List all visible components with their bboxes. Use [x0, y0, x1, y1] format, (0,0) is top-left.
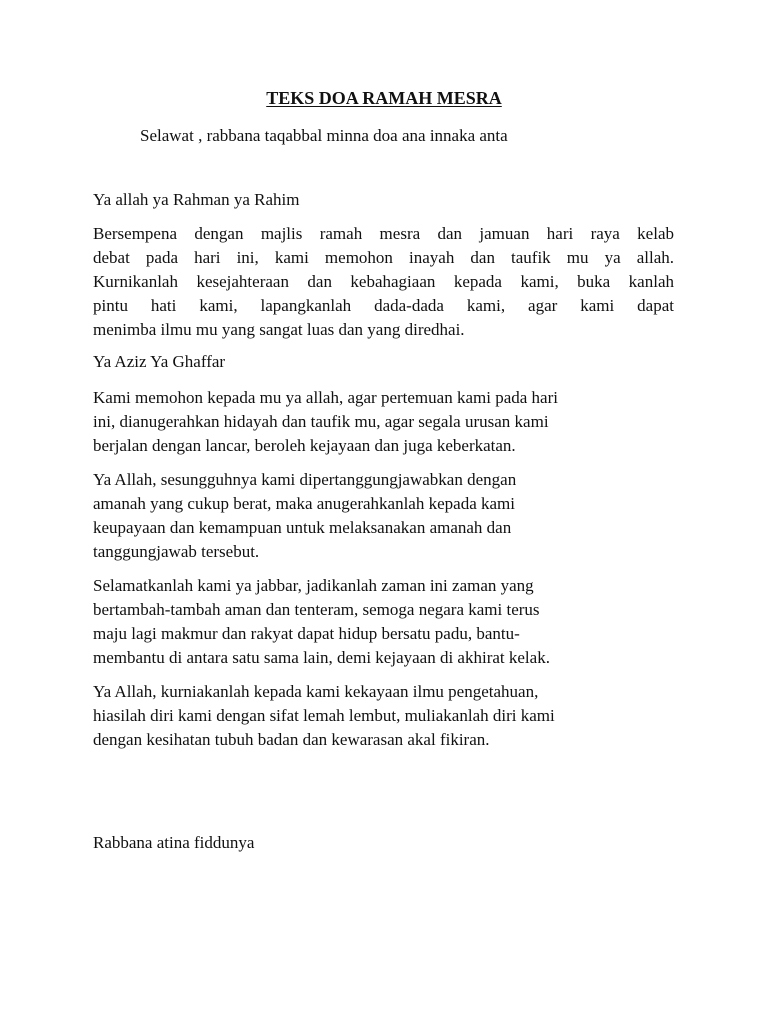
paragraph-line: hiasilah diri kami dengan sifat lemah lembut, muliakanlah diri kami [93, 706, 555, 725]
invocation-aziz: Ya Aziz Ya Ghaffar [93, 352, 226, 371]
paragraph-line: Kami memohon kepada mu ya allah, agar pertemuan kami pada hari [93, 388, 558, 407]
paragraph-line: berjalan dengan lancar, beroleh kejayaan dan juga keberkatan. [93, 436, 516, 455]
document-title: TEKS DOA RAMAH MESRA [266, 88, 502, 108]
paragraph-line: Ya Allah, kurniakanlah kepada kami kekayaan ilmu pengetahuan, [93, 682, 539, 701]
paragraph-line: bertambah-tambah aman dan tenteram, semoga negara kami terus [93, 600, 540, 619]
paragraph-line: keupayaan dan kemampuan untuk melaksanakan amanah dan [93, 518, 512, 537]
closing-line: Rabbana atina fiddunya [93, 833, 255, 852]
paragraph-line: amanah yang cukup berat, maka anugerahkanlah kepada kami [93, 494, 515, 513]
paragraph-line: pintu hati kami, lapangkanlah dada-dada kami, agar kami dapat [93, 296, 674, 315]
intro-line: Selawat , rabbana taqabbal minna doa ana innaka anta [140, 126, 508, 145]
paragraph-line: dengan kesihatan tubuh badan dan kewarasan akal fikiran. [93, 730, 490, 749]
paragraph-line: Ya Allah, sesungguhnya kami dipertanggungjawabkan dengan [93, 470, 517, 489]
paragraph-pertemuan [93, 386, 674, 458]
paragraph-line: membantu di antara satu sama lain, demi kejayaan di akhirat kelak. [93, 648, 550, 667]
paragraph-line: ini, dianugerahkan hidayah dan taufik mu, agar segala urusan kami [93, 412, 549, 431]
paragraph-majlis [93, 222, 674, 342]
paragraph-selamatkan [93, 574, 674, 670]
paragraph-amanah [93, 468, 674, 564]
paragraph-line: maju lagi makmur dan rakyat dapat hidup bersatu padu, bantu- [93, 624, 520, 643]
paragraph-ilmu [93, 680, 674, 752]
paragraph-line: menimba ilmu mu yang sangat luas dan yang diredhai. [93, 320, 465, 339]
paragraph-line: debat pada hari ini, kami memohon inayah dan taufik mu ya allah. [93, 248, 674, 267]
paragraph-line: Kurnikanlah kesejahteraan dan kebahagiaan kepada kami, buka kanlah [93, 272, 674, 291]
paragraph-line: Bersempena dengan majlis ramah mesra dan jamuan hari raya kelab [93, 224, 674, 243]
paragraph-line: tanggungjawab tersebut. [93, 542, 260, 561]
invocation-rahman: Ya allah ya Rahman ya Rahim [93, 190, 300, 209]
paragraph-line: Selamatkanlah kami ya jabbar, jadikanlah zaman ini zaman yang [93, 576, 534, 595]
